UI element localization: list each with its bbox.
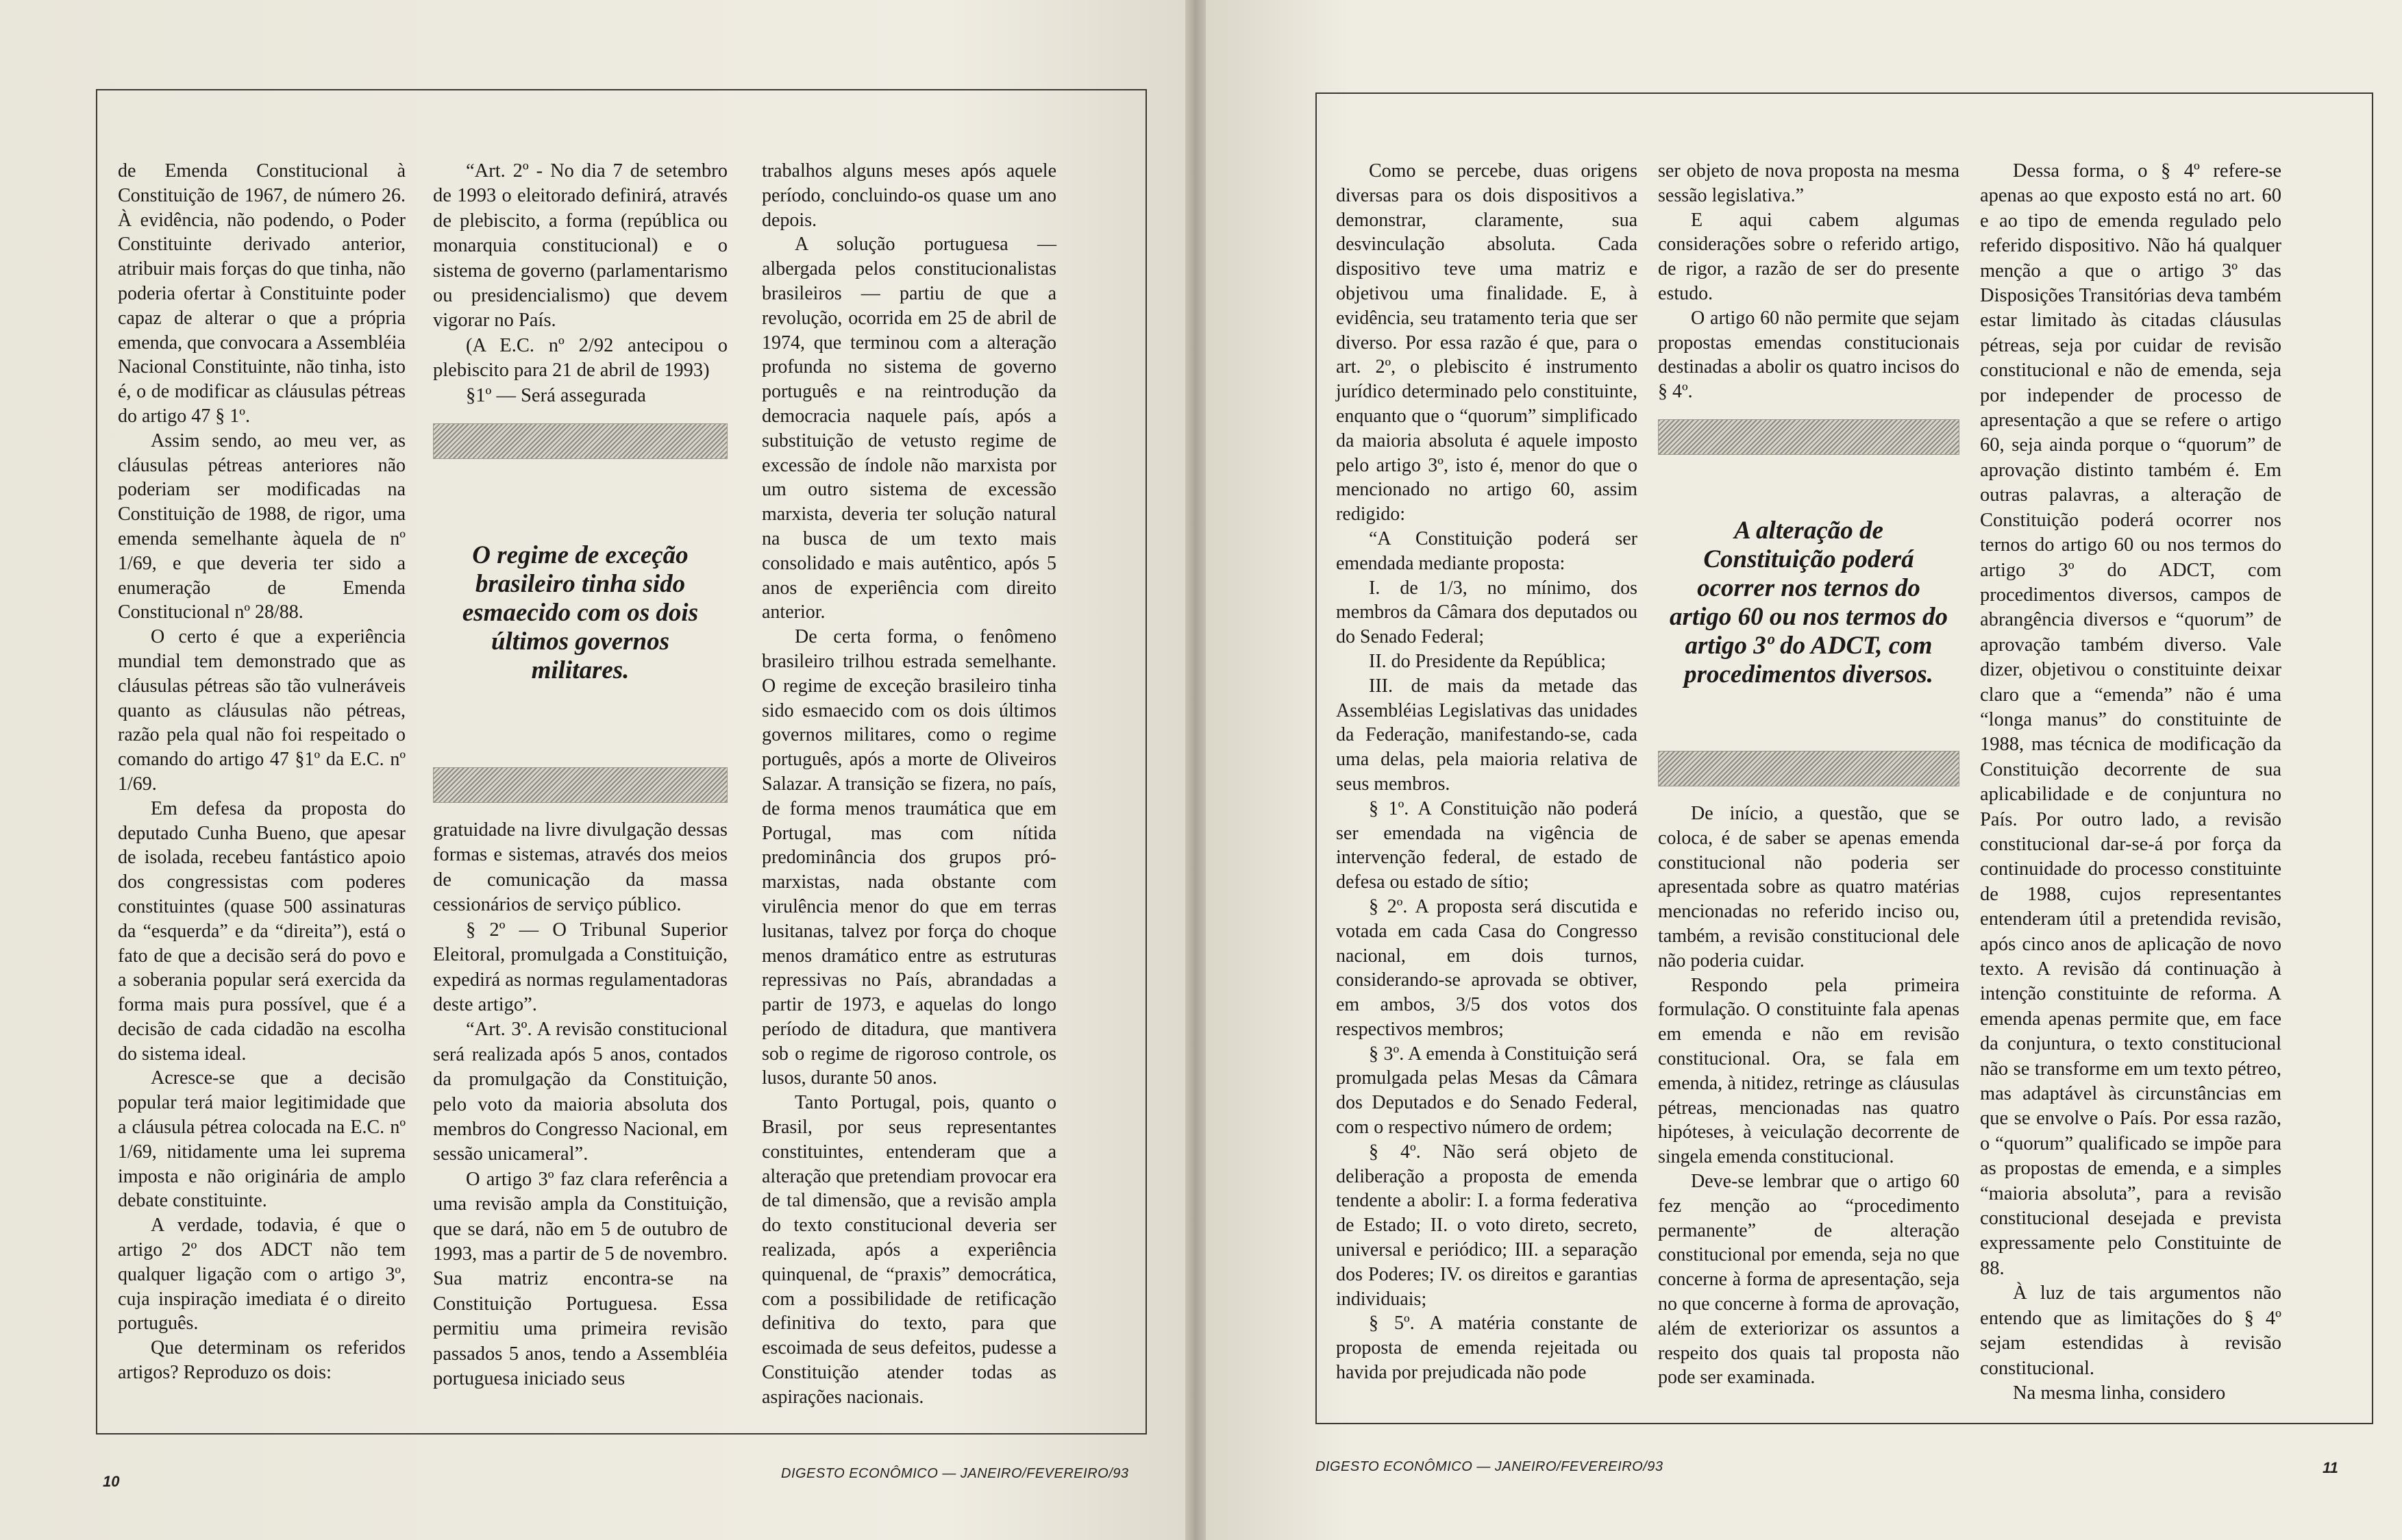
paragraph: Como se percebe, duas origens diversas para os dois dispositivos a demonstrar, claramente, sua desvinculação absoluta. Cada dispositivo teve uma matriz e objetivou uma finalidade. E, à evidência, seu tratamento teria que ser diverso. Por essa razão é que, para o art. 2º, o plebiscito é instrumento jurídico determinado pelo constituinte, enquanto que o “quorum” simplificado da maioria absoluta é aquele imposto pelo artigo 3º, isto é, menor do que o mencionado no artigo 60, assim redigido: bbox=[1336, 160, 1637, 525]
left-column-1 bbox=[118, 159, 406, 1385]
paragraph: Respondo pela primeira formulação. O constituinte fala apenas em emenda e não em revisão constitucional. Ora, se fala em emenda, à nitidez, retringe as cláusulas pétreas, mencionadas nas quatro hipóteses, à veiculação decorrente de singela emenda constitucional. bbox=[1658, 974, 1959, 1168]
paragraph: “Art. 2º - No dia 7 de setembro de 1993 o eleitorado definirá, através de plebiscito, a forma (república ou monarquia constitucional) e o sistema de governo (parlamentarismo ou presidencialismo) que devem vigorar no País. bbox=[433, 160, 728, 332]
book-gutter bbox=[1185, 0, 1206, 1540]
paragraph: § 2º — O Tribunal Superior Eleitoral, promulgada a Constituição, expedirá as normas regulamentadoras deste artigo”. bbox=[433, 919, 728, 1015]
paragraph: Acresce-se que a decisão popular terá maior legitimidade que a cláusula pétrea colocada na E.C. nº 1/69, nitidamente uma lei suprema imposta e não originária de amplo debate constituinte. bbox=[118, 1067, 406, 1212]
footer-text: DIGESTO ECONÔMICO — JANEIRO/FEVEREIRO/93 bbox=[781, 1466, 1129, 1481]
page-number: 11 bbox=[2323, 1459, 2338, 1476]
paragraph: Tanto Portugal, pois, quanto o Brasil, por seus representantes constituintes, entenderam que a alteração que pretendiam provocar era de tal dimensão, que a revisão ampla do texto constitucional deveria ser realizada, após a experiência quinquenal, de “praxis” democrática, com a possibilidade de retificação definitiva do texto, para que escoimada de seus defeitos, pudesse a Constituição atender todas as aspirações nacionais. bbox=[762, 1092, 1056, 1408]
paragraph: II. do Presidente da República; bbox=[1369, 650, 1607, 672]
decorative-rule bbox=[1658, 419, 1959, 455]
paragraph: III. de mais da metade das Assembléias Legislativas das unidades da Federação, manifestando-se, cada uma delas, pela maioria relativa de seus membros. bbox=[1336, 675, 1637, 795]
paragraph: De certa forma, o fenômeno brasileiro trilhou estrada semelhante. O regime de exceção brasileiro tinha sido esmaecido com os dois últimos governos militares, como o regime português, após a morte de Oliveiros Salazar. A transição se fizera, no país, de forma menos traumática que em Portugal, mas com nítida predominância dos grupos pró-marxistas, nada obstante com virulência menor do que em terras lusitanas, talvez por força do choque menos dramático entre as estruturas repressivas no País, abrandadas a partir de 1973, e aquelas do longo período de ditadura, que mantivera sob o regime de rigoroso controle, os lusos, durante 50 anos. bbox=[762, 626, 1056, 1089]
paragraph: De início, a questão, que se coloca, é de saber se apenas emenda constitucional não poderia ser apresentada sobre as quatro matérias mencionadas no referido inciso ou, também, a revisão constitucional dele não poderia cuidar. bbox=[1658, 802, 1959, 971]
paragraph: Em defesa da proposta do deputado Cunha Bueno, que apesar de isolada, recebeu fantástico apoio dos congressistas com poderes constituintes (quase 500 assinaturas da “esquerda” e da “direita”), está o fato de que a decisão será do povo e a soberania popular será exercida da forma mais pura possível, que é a decisão de cada cidadão na escolha do sistema ideal. bbox=[118, 797, 406, 1065]
decorative-rule bbox=[1658, 751, 1959, 786]
paragraph: de Emenda Constitucional à Constituição de 1967, de número 26. À evidência, não podendo, o Poder Constituinte derivado anterior, atribuir mais forças do que tinha, não poderia ofertar à Constituinte poder capaz de alterar o que a própria emenda, que convocara a Assembléia Nacional Constituinte, não tinha, isto é, o de modificar as cláusulas pétreas do artigo 47 § 1º. bbox=[118, 160, 406, 427]
right-column-1 bbox=[1336, 159, 1637, 1385]
left-page bbox=[0, 0, 1185, 1540]
paragraph: A verdade, todavia, é que o artigo 2º dos ADCT não tem qualquer ligação com o artigo 3º, cuja inspiração imediata é o direito português. bbox=[118, 1215, 406, 1334]
paragraph: Assim sendo, ao meu ver, as cláusulas pétreas anteriores não poderiam ser modificadas na Constituição de 1988, de rigor, uma emenda semelhante àquela de nº 1/69, e que deveria ter sido a enumeração de Emenda Constitucional nº 28/88. bbox=[118, 430, 406, 623]
left-column-2 bbox=[433, 159, 728, 1391]
paragraph: “A Constituição poderá ser emendada mediante proposta: bbox=[1336, 527, 1637, 574]
paragraph: (A E.C. nº 2/92 antecipou o plebiscito para 21 de abril de 1993) bbox=[433, 334, 728, 382]
paragraph: § 5º. A matéria constante de proposta de emenda rejeitada ou havida por prejudicada não pode bbox=[1336, 1313, 1637, 1384]
paragraph: Na mesma linha, considero bbox=[2013, 1382, 2226, 1404]
page-number: 10 bbox=[103, 1473, 120, 1490]
paragraph: O certo é que a experiência mundial tem demonstrado que as cláusulas pétreas são tão vulneráveis quanto as cláusulas não pétreas, razão pela qual não foi respeitado o comando do artigo 47 §1º da E.C. nº 1/69. bbox=[118, 626, 406, 795]
right-column-2 bbox=[1658, 159, 1959, 1390]
paragraph: O artigo 3º faz clara referência a uma revisão ampla da Constituição, que se dará, não em 5 de outubro de 1993, mas a partir de 5 de novembro. Sua matriz encontra-se na Constituição Portuguesa. Essa permitiu uma primeira revisão passados 5 anos, tendo a Assembléia portuguesa iniciado seus bbox=[433, 1168, 728, 1389]
right-page bbox=[1206, 0, 2402, 1540]
paragraph: trabalhos alguns meses após aquele período, concluindo-os quase um ano depois. bbox=[762, 160, 1056, 231]
paragraph: “Art. 3º. A revisão constitucional será realizada após 5 anos, contados da promulgação da Constituição, pelo voto da maioria absoluta dos membros do Congresso Nacional, em sessão unicameral”. bbox=[433, 1019, 728, 1165]
paragraph: Deve-se lembrar que o artigo 60 fez menção ao “procedimento permanente” de alteração constitucional por emenda, seja no que concerne à forma de apresentação, seja no que concerne à forma de aprovação, além de exteriorizar os assuntos a respeito dos quais tal proposta não pode ser examinada. bbox=[1658, 1170, 1959, 1389]
left-column-3 bbox=[762, 159, 1056, 1410]
paragraph: § 4º. Não será objeto de deliberação a proposta de emenda tendente a abolir: I. a forma federativa de Estado; II. o voto direto, secreto, universal e periódico; III. a separação dos Poderes; IV. os direitos e garantias individuais; bbox=[1336, 1141, 1637, 1310]
decorative-rule bbox=[433, 767, 728, 803]
paragraph: I. de 1/3, no mínimo, dos membros da Câmara dos deputados ou do Senado Federal; bbox=[1336, 577, 1637, 648]
decorative-rule bbox=[433, 423, 728, 459]
paragraph: § 2º. A proposta será discutida e votada em cada Casa do Congresso nacional, em dois turnos, considerando-se aprovada se obtiver, em ambos, 3/5 dos votos dos respectivos membros; bbox=[1336, 895, 1637, 1040]
paragraph: O artigo 60 não permite que sejam propostas emendas constitucionais destinadas a abolir os quatro incisos do § 4º. bbox=[1658, 307, 1959, 403]
paragraph: E aqui cabem algumas considerações sobre o referido artigo, de rigor, a razão de ser do presente estudo. bbox=[1658, 209, 1959, 304]
pull-quote: A alteração de Constituição poderá ocorrer nos ternos do artigo 60 ou nos termos do artigo 3º do ADCT, com procedimentos diversos. bbox=[1669, 516, 1948, 688]
paragraph: gratuidade na livre divulgação dessas formas e sistemas, através dos meios de comunicação da massa cessionários de serviço público. bbox=[433, 819, 728, 916]
right-column-3 bbox=[1980, 159, 2281, 1406]
paragraph: ser objeto de nova proposta na mesma sessão legislativa.” bbox=[1658, 160, 1959, 206]
paragraph: Dessa forma, o § 4º refere-se apenas ao que exposto está no art. 60 e ao tipo de emenda regulado pelo referido dispositivo. Não há qualquer menção a que o artigo 3º das Disposições Transitórias deva também estar limitado às citadas cláusulas pétreas, seja por cuidar de revisão constitucional e não de emenda, seja por independer de processo de apresentação a que se refere o artigo 60, seja ainda porque o “quorum” de aprovação distinto também é. Em outras palavras, a alteração de Constituição poderá ocorrer nos ternos do artigo 60 ou nos termos do artigo 3º do ADCT, com procedimentos diversos, campos de abrangência diversos e “quorum” de aprovação também diverso. Vale dizer, objetivou o constituinte deixar claro que a “emenda” não é uma “longa manus” do constituinte de 1988, mas técnica de modificação da Constituição decorrente de sua aplicabilidade e de conjuntura no País. Por outro lado, a revisão constitucional dar-se-á por força da continuidade do processo constituinte de 1988, cujos representantes entenderam útil a pretendida revisão, após cinco anos de aplicação de novo texto. A revisão dá continuação à intenção constituinte de reforma. A emenda apenas permite que, em face da conjuntura, o texto constitucional não se transforme em um texto pétreo, mas adaptável às circunstâncias em que se envolve o País. Por essa razão, o “quorum” qualificado se impõe para as propostas de emenda, e a simples “maioria absoluta”, para a revisão constitucional desejada e prevista expressamente pelo Constituinte de 88. bbox=[1980, 160, 2281, 1279]
paragraph: § 1º. A Constituição não poderá ser emendada na vigência de intervenção federal, de estado de defesa ou estado de sítio; bbox=[1336, 797, 1637, 893]
footer-text: DIGESTO ECONÔMICO — JANEIRO/FEVEREIRO/93 bbox=[1315, 1459, 1663, 1474]
paragraph: Que determinam os referidos artigos? Reproduzo os dois: bbox=[118, 1337, 406, 1384]
paragraph: §1º — Será assegurada bbox=[466, 384, 646, 406]
paragraph: § 3º. A emenda à Constituição será promulgada pelas Mesas da Câmara dos Deputados e do Senado Federal, com o respectivo número de ordem; bbox=[1336, 1043, 1637, 1139]
paragraph: A solução portuguesa — albergada pelos constitucionalistas brasileiros — partiu de que a revolução, ocorrida em 25 de abril de 1974, que terminou com a alteração profunda no sistema de governo português e na reintrodução da democracia naquele país, após a substituição de vetusto regime de excessão de índole não marxista por um outro sistema de excessão marxista, deveria ter solução natural na busca de um texto mais consolidado e mais autêntico, após 5 anos de experiência com direito anterior. bbox=[762, 234, 1056, 623]
pull-quote: O regime de exceção brasileiro tinha sido esmaecido com os dois últimos governos militares. bbox=[462, 541, 699, 685]
paragraph: À luz de tais argumentos não entendo que as limitações do § 4º sejam estendidas à revisão constitucional. bbox=[1980, 1282, 2281, 1379]
